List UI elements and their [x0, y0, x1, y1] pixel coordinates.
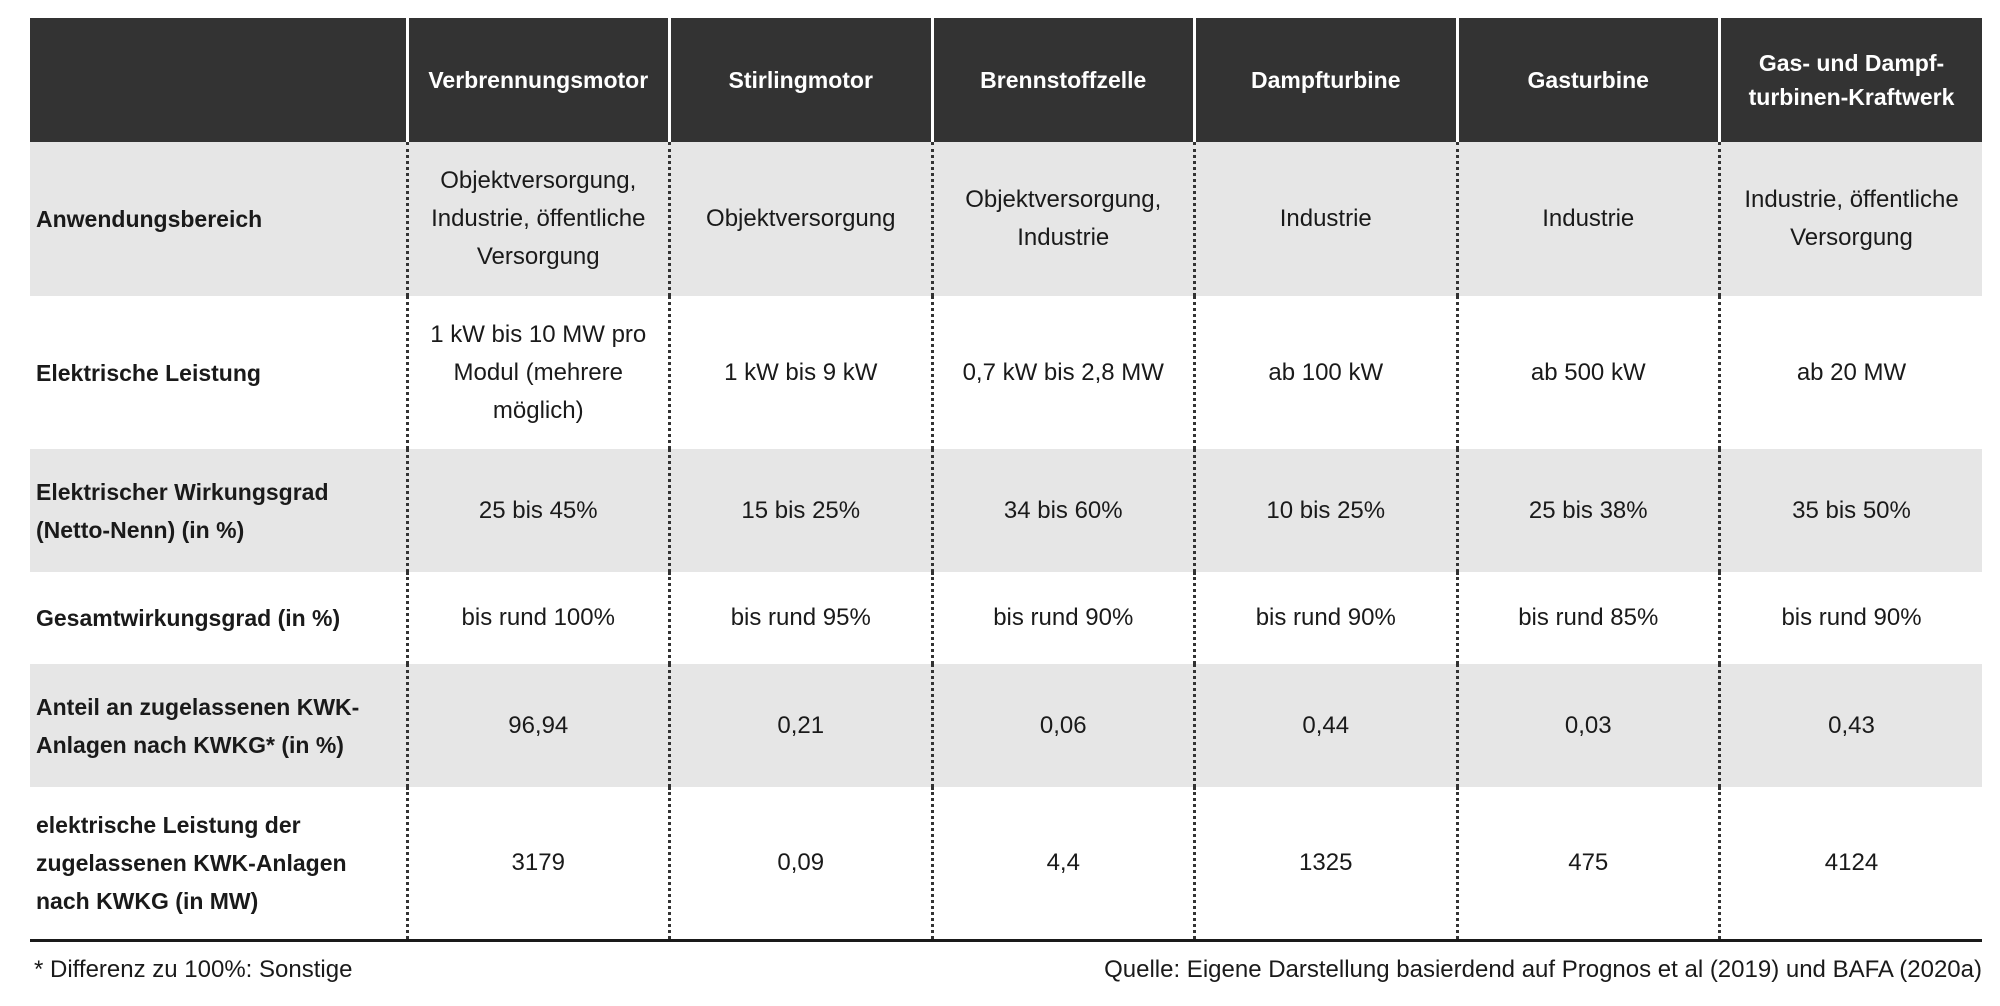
table-row-anteil-kwk-anlagen	[30, 664, 1982, 787]
table-cell: 0,03	[1457, 664, 1720, 787]
table-cell: ab 500 kW	[1457, 296, 1720, 449]
table-cell: 0,06	[932, 664, 1195, 787]
table-cell: Industrie	[1457, 142, 1720, 296]
row-label: Elektrische Leistung	[30, 296, 407, 449]
table-cell: 0,09	[670, 787, 933, 940]
table-cell: bis rund 90%	[1720, 572, 1983, 664]
table-cell: 4,4	[932, 787, 1195, 940]
table-cell: 0,43	[1720, 664, 1983, 787]
header-gud-kraftwerk: Gas- und Dampf-turbinen-Kraftwerk	[1720, 18, 1983, 142]
source-citation: Quelle: Eigene Darstellung basierdend auf Prognos et al (2019) und BAFA (2020a)	[1104, 956, 1982, 983]
row-label: Anteil an zugelassenen KWK-Anlagen nach KWKG* (in %)	[30, 664, 407, 787]
table-cell: bis rund 90%	[1195, 572, 1458, 664]
comparison-table-container	[30, 18, 1982, 942]
table-cell: bis rund 100%	[407, 572, 670, 664]
table-cell: bis rund 90%	[932, 572, 1195, 664]
table-cell: Industrie, öffentliche Versorgung	[1720, 142, 1983, 296]
table-cell: 25 bis 38%	[1457, 449, 1720, 572]
table-cell: 0,7 kW bis 2,8 MW	[932, 296, 1195, 449]
table-cell: 3179	[407, 787, 670, 940]
header-corner-cell	[30, 18, 407, 142]
row-label: Anwendungsbereich	[30, 142, 407, 296]
header-dampfturbine: Dampfturbine	[1195, 18, 1458, 142]
table-cell: Industrie	[1195, 142, 1458, 296]
table-cell: 15 bis 25%	[670, 449, 933, 572]
table-row-gesamtwirkungsgrad	[30, 572, 1982, 664]
row-label: Gesamtwirkungsgrad (in %)	[30, 572, 407, 664]
table-cell: 96,94	[407, 664, 670, 787]
table-row-elektrische-leistung	[30, 296, 1982, 449]
table-cell: 475	[1457, 787, 1720, 940]
header-verbrennungsmotor: Verbrennungsmotor	[407, 18, 670, 142]
table-cell: 10 bis 25%	[1195, 449, 1458, 572]
chp-technology-comparison-table	[30, 18, 1982, 942]
header-stirlingmotor: Stirlingmotor	[670, 18, 933, 142]
table-row-elektrischer-wirkungsgrad	[30, 449, 1982, 572]
footnote-text: * Differenz zu 100%: Sonstige	[34, 956, 353, 983]
table-cell: 34 bis 60%	[932, 449, 1195, 572]
table-cell: ab 100 kW	[1195, 296, 1458, 449]
header-brennstoffzelle: Brennstoffzelle	[932, 18, 1195, 142]
table-header-row	[30, 18, 1982, 142]
row-label: Elektrischer Wirkungsgrad (Netto-Nenn) (in %)	[30, 449, 407, 572]
table-row-anwendungsbereich	[30, 142, 1982, 296]
table-cell: 4124	[1720, 787, 1983, 940]
table-cell: bis rund 95%	[670, 572, 933, 664]
table-cell: 0,44	[1195, 664, 1458, 787]
row-label: elektrische Leistung der zugelassenen KWK-Anlagen nach KWKG (in MW)	[30, 787, 407, 940]
table-cell: Objektversorgung, Industrie, öffentliche Versorgung	[407, 142, 670, 296]
table-cell: 1325	[1195, 787, 1458, 940]
header-gasturbine: Gasturbine	[1457, 18, 1720, 142]
table-cell: 0,21	[670, 664, 933, 787]
table-cell: 1 kW bis 9 kW	[670, 296, 933, 449]
table-cell: bis rund 85%	[1457, 572, 1720, 664]
table-row-elektrische-leistung-kwk	[30, 787, 1982, 940]
table-cell: 25 bis 45%	[407, 449, 670, 572]
table-cell: ab 20 MW	[1720, 296, 1983, 449]
table-cell: 1 kW bis 10 MW pro Modul (mehrere möglich)	[407, 296, 670, 449]
table-cell: Objektversorgung, Industrie	[932, 142, 1195, 296]
table-cell: Objektversorgung	[670, 142, 933, 296]
table-cell: 35 bis 50%	[1720, 449, 1983, 572]
